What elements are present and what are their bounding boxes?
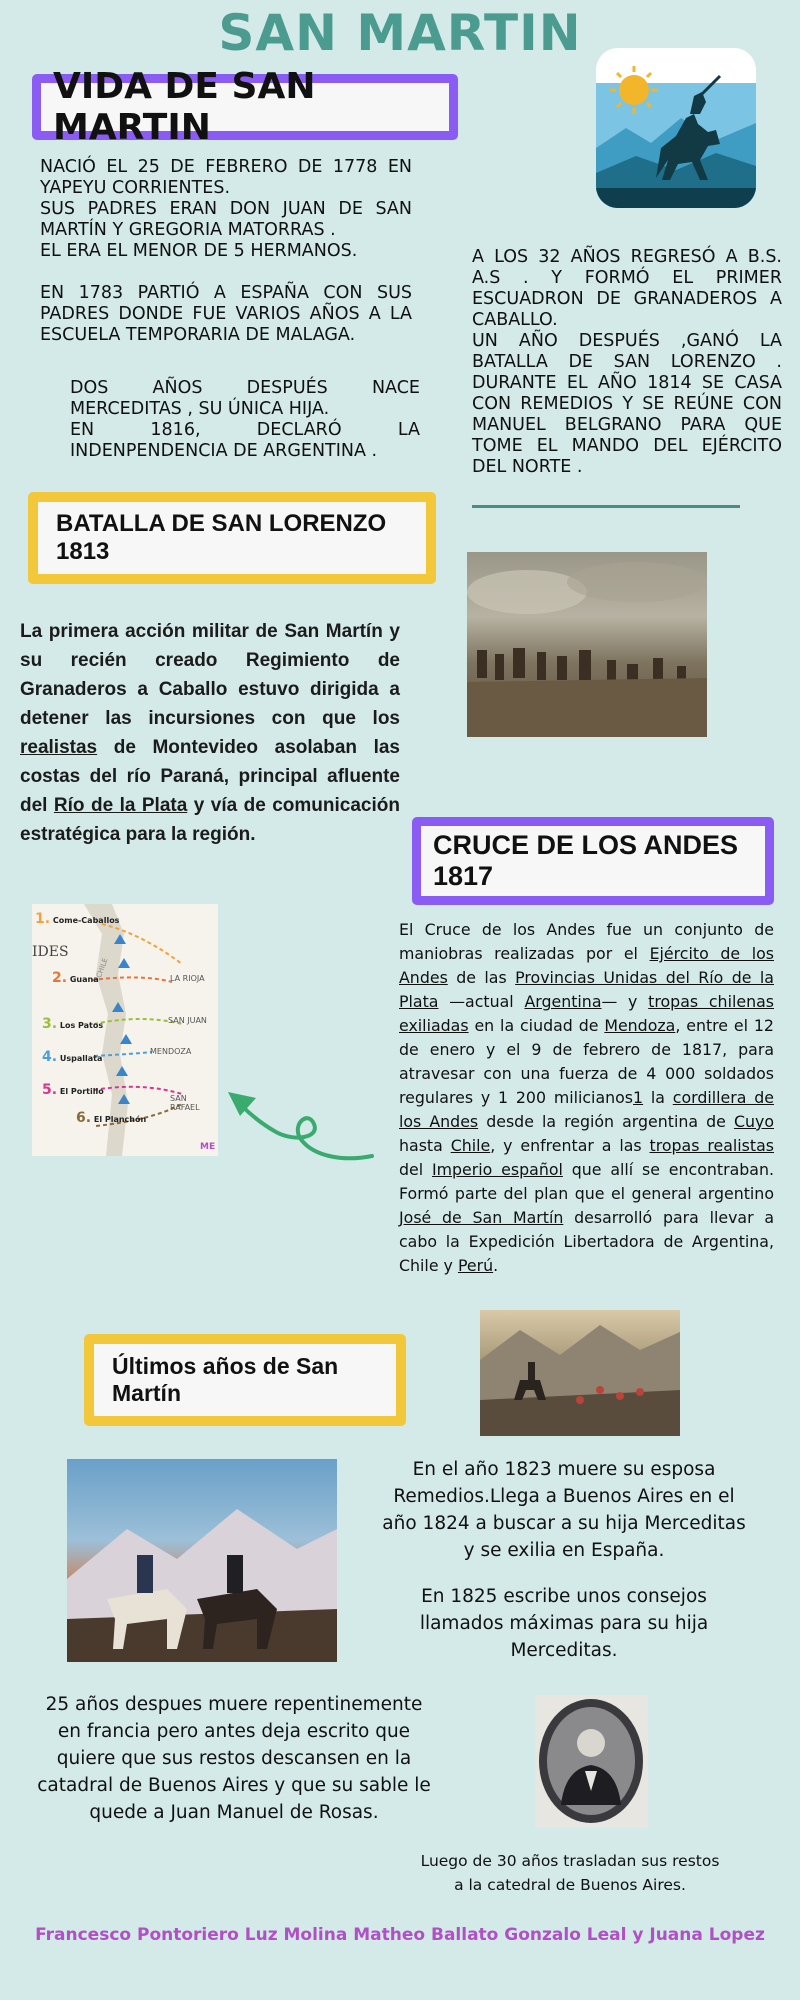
vida-title: VIDA DE SAN MARTIN — [53, 66, 316, 148]
link-chile[interactable]: Chile — [450, 1136, 491, 1155]
ultimos-p1: En el año 1823 muere su esposa Remedios.Llega a Buenos Aires en el año 1824 a buscar a su hija Merceditas y se exilia en España. — [382, 1459, 746, 1561]
ultimos-title: Últimos años de San Martín — [112, 1353, 339, 1406]
vida-r1: A LOS 32 AÑOS REGRESÓ A B.S. A.S . Y FORMÓ EL PRIMER ESCUADRON DE GRANADEROS A CABALLO. — [472, 247, 782, 330]
vida-right-text — [472, 247, 782, 478]
cruce-t10: , y enfrentar a las — [490, 1136, 650, 1155]
vida-left-text — [40, 157, 412, 346]
route-1: Come-Caballos — [52, 916, 120, 925]
map-label-mendoza: MENDOZA — [150, 1047, 192, 1056]
vida-p3: EL ERA EL MENOR DE 5 HERMANOS. — [40, 241, 358, 261]
cruce-t14: . — [493, 1256, 499, 1275]
link-mendoza[interactable]: Mendoza — [604, 1016, 676, 1035]
cruce-t7: la — [643, 1088, 673, 1107]
cruce-t6: , entre el 12 de enero y el 9 de febrero de 1817, para atravesar con una fuerza de 4 000 soldados regulares y 1 200 milicianos — [399, 1016, 774, 1107]
vida-r2: UN AÑO DESPUÉS ,GANÓ LA BATALLA DE SAN LORENZO . DURANTE EL AÑO 1814 SE CASA CON REMEDIOS Y SE REÚNE CON MANUEL BELGRANO PARA QUE TOME EL MANDO DEL EJÉRCITO DEL NORTE . — [472, 331, 782, 477]
map-label-san-rafael: SAN RAFAEL — [170, 1094, 200, 1112]
batalla-text-b: de Montevideo asolaban las costas del río Paraná, principal afluente del — [20, 737, 400, 816]
vida-p4: EN 1783 PARTIÓ A ESPAÑA CON SUS PADRES DONDE FUE VARIOS AÑOS A LA ESCUELA TEMPORARIA DE MALAGA. — [40, 283, 412, 345]
cruce-t8: desde la región argentina de — [478, 1112, 734, 1131]
link-cordillera[interactable]: cordillera de los Andes — [399, 1088, 774, 1131]
map-label-me: ME — [200, 1142, 216, 1152]
cruce-t4: — y — [601, 992, 649, 1011]
batalla-text-c: y vía de comunicación estratégica para la región. — [20, 795, 400, 845]
batalla-text-a: La primera acción militar de San Martín y su recién creado Regimiento de Granaderos a Caballo estuvo dirigida a detener las incursiones con que los — [20, 621, 400, 729]
link-tropas-chilenas[interactable]: tropas chilenas exiliadas — [399, 992, 774, 1035]
cruce-text — [399, 918, 774, 1278]
vida-p1: NACIÓ EL 25 DE FEBRERO DE 1778 EN YAPEYU CORRIENTES. — [40, 157, 412, 198]
cruce-t2: de las — [447, 968, 516, 987]
ultimos-p4: Luego de 30 años trasladan sus restos a la catedral de Buenos Aires. — [420, 1852, 720, 1894]
map-label-san-juan: SAN JUAN — [168, 1016, 207, 1025]
route-4: Uspallata — [59, 1054, 103, 1063]
map-label-la-rioja: LA RIOJA — [170, 974, 205, 983]
link-cuyo[interactable]: Cuyo — [733, 1112, 774, 1131]
cruce-t9: hasta — [399, 1136, 451, 1155]
link-peru[interactable]: Perú — [457, 1256, 494, 1275]
cruce-t11: del — [399, 1160, 432, 1179]
link-footnote-1[interactable]: 1 — [633, 1088, 644, 1107]
curly-arrow-icon — [222, 1076, 378, 1166]
vida-left-text-2 — [70, 378, 420, 462]
portrait-photo — [535, 1695, 648, 1828]
batalla-title-box — [28, 492, 436, 584]
vida-p2: SUS PADRES ERAN DON JUAN DE SAN MARTÍN Y GREGORIA MATORRAS . — [40, 199, 412, 240]
ultimos-p3: 25 años despues muere repentinemente en francia pero antes deja escrito que quiere que sus restos descansen en la catadral de Buenos Aires y que su sable le quede a Juan Manuel de Rosas. — [37, 1694, 431, 1823]
link-tropas-realistas[interactable]: tropas realistas — [649, 1136, 774, 1155]
batalla-title: BATALLA DE SAN LORENZO 1813 — [56, 510, 387, 565]
vida-p6: EN 1816, DECLARÓ LA INDENPENDENCIA DE ARGENTINA . — [70, 420, 420, 461]
horseman-sun-icon — [596, 48, 756, 208]
ultimos-title-box — [84, 1334, 406, 1426]
link-imperio-espanol[interactable]: Imperio español — [431, 1160, 563, 1179]
vida-p5: DOS AÑOS DESPUÉS NACE MERCEDITAS , SU ÚNICA HIJA. — [70, 378, 420, 419]
divider — [472, 505, 740, 508]
ultimos-p2: En 1825 escribe unos consejos llamados máximas para su hija Merceditas. — [419, 1586, 709, 1661]
cruce-t3: —actual — [438, 992, 525, 1011]
credits: Francesco Pontoriero Luz Molina Matheo Ballato Gonzalo Leal y Juana Lopez — [35, 1925, 765, 1945]
route-2: Guana — [69, 975, 99, 984]
cruce-t12: que allí se encontraban. Formó parte del plan que el general argentino — [399, 1160, 774, 1203]
battle-painting — [467, 552, 707, 737]
link-argentina[interactable]: Argentina — [524, 992, 602, 1011]
map-label-chile: CHILE — [95, 956, 110, 980]
cruce-title: CRUCE DE LOS ANDES 1817 — [433, 830, 739, 891]
cruce-title-box — [412, 817, 774, 905]
vida-title-box — [32, 66, 458, 148]
batalla-text — [20, 617, 400, 849]
cruce-t5: en la ciudad de — [468, 1016, 605, 1035]
cruce-t13: desarrolló para llevar a cabo la Expedición Libertadora de Argentina, Chile y — [399, 1208, 775, 1275]
route-5: El Portillo — [59, 1087, 104, 1096]
route-6: El Planchón — [93, 1115, 147, 1124]
route-3: Los Patos — [59, 1021, 104, 1030]
link-provincias-unidas[interactable]: Provincias Unidas del Río de la Plata — [399, 968, 774, 1011]
link-jose-de-san-martin[interactable]: José de San Martín — [399, 1208, 564, 1227]
link-realistas[interactable]: realistas — [20, 737, 98, 758]
link-rio-de-la-plata[interactable]: Río de la Plata — [53, 795, 188, 816]
link-ejercito-de-los-andes[interactable]: Ejército de los Andes — [399, 944, 774, 987]
andes-route-map: 1. Come-Caballos IDES 2. Guana 3. Los Patos 4. Uspallata 5. El Portillo 6. El Planchón LA RIOJA SAN JUAN MENDOZA SAN RAFAEL CHILE ME — [32, 904, 218, 1156]
andes-crossing-painting — [480, 1310, 680, 1436]
page-title: SAN MARTIN — [218, 4, 582, 62]
map-label-ides: IDES — [32, 944, 69, 960]
cruce-t1: El Cruce de los Andes fue un conjunto de maniobras realizadas por el — [399, 920, 774, 963]
horseback-painting — [67, 1459, 337, 1662]
